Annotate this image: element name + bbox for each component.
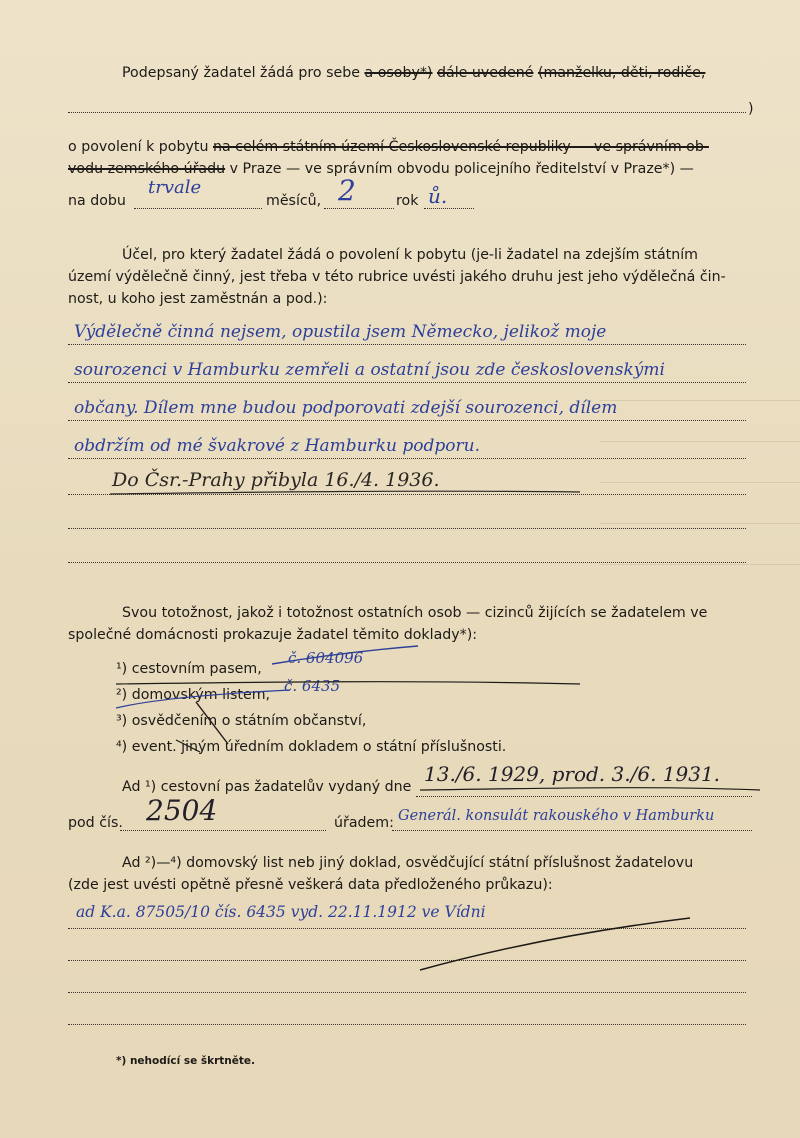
- family-blank-line: [68, 112, 746, 113]
- passport-date-handwritten: 13./6. 1929, prod. 3./6. 1931.: [424, 762, 721, 786]
- purpose-handwritten-3: občany. Dílem mne budou podporovati zdejší sourozenci, dílem: [74, 398, 618, 418]
- duration-handwritten: trvale: [148, 177, 202, 198]
- passport-office-handwritten: Generál. konsulát rakouského v Hamburku: [398, 808, 715, 824]
- identity-question-1: Svou totožnost, jakož i totožnost ostatních osob — cizinců žijících se žadatelem ve: [122, 605, 708, 621]
- homelist-line-2: [68, 960, 746, 961]
- arrival-note-handwritten: Do Čsr.-Prahy přibyla 16./4. 1936.: [112, 469, 440, 491]
- duration-blank: [134, 208, 262, 209]
- months-label: měsíců,: [266, 193, 322, 209]
- intro-close-paren: ): [748, 101, 754, 117]
- permit-prague-text: v Praze — ve správním obvodu policejního ředitelství v Praze*) —: [229, 161, 694, 177]
- homelist-handwritten: ad K.a. 87505/10 čís. 6435 vyd. 22.11.1912 ve Vídni: [76, 903, 486, 921]
- purpose-handwritten-2: sourozenci v Hamburku zemřeli a ostatní jsou zde československými: [74, 360, 665, 380]
- passport-issued-label: Ad ¹) cestovní pas žadatelův vydaný dne: [122, 779, 412, 795]
- passport-number-handwritten: 2504: [146, 794, 218, 827]
- doc-passport-handwritten: č. 604096: [288, 649, 364, 667]
- purpose-line-3: [68, 420, 746, 421]
- passport-date-blank: [416, 796, 752, 797]
- footnote: *) nehodící se škrtněte.: [116, 1055, 256, 1067]
- year-suffix-blank: [424, 208, 474, 209]
- intro-struck-family: (manželku, děti, rodiče,: [537, 65, 706, 81]
- homelist-line-3: [68, 992, 746, 993]
- passport-number-label: pod čís.: [68, 815, 123, 831]
- year-label: rok: [396, 193, 419, 209]
- purpose-question-2: území výdělečně činný, jest třeba v této rubrice uvésti jakého druhu jest jeho výdělečná čin-: [68, 269, 726, 285]
- intro-struck-listed: dále uvedené: [437, 65, 534, 81]
- identity-question-2: společné domácnosti prokazuje žadatel těmito doklady*):: [68, 627, 478, 643]
- homelist-line-4: [68, 1024, 746, 1025]
- doc-homelist: ²) domovským listem,: [116, 687, 271, 703]
- passport-number-blank: [120, 830, 326, 831]
- intro-struck-persons: a osoby*): [364, 65, 433, 81]
- purpose-line-6: [68, 528, 746, 529]
- purpose-question-3: nost, u koho jest zaměstnán a pod.):: [68, 291, 328, 307]
- duration-label: na dobu: [68, 193, 126, 209]
- doc-citizenship: ³) osvědčením o státním občanství,: [116, 713, 367, 729]
- doc-passport: ¹) cestovním pasem,: [116, 661, 262, 677]
- passport-office-label: úřadem:: [334, 815, 394, 831]
- purpose-line-5: [68, 494, 746, 495]
- permit-text: o povolení k pobytu: [68, 139, 209, 155]
- purpose-question-1: Účel, pro který žadatel žádá o povolení k pobytu (je-li žadatel na zdejším státním: [122, 247, 698, 263]
- homelist-line-1: [68, 928, 746, 929]
- years-blank: [324, 208, 394, 209]
- homelist-question-2: (zde jest uvésti opětně přesně veškerá data předloženého průkazu):: [68, 877, 553, 893]
- permit-struck-land-office: vodu zemského úřadu: [68, 161, 226, 177]
- passport-office-blank: [392, 830, 752, 831]
- intro-text: Podepsaný žadatel žádá pro sebe: [122, 65, 360, 81]
- purpose-line-4: [68, 458, 746, 459]
- doc-other: ⁴) event. jiným úředním dokladem o státní příslušnosti.: [116, 739, 507, 755]
- purpose-handwritten-4: obdržím od mé švakrové z Hamburku podporu.: [74, 436, 480, 456]
- purpose-handwritten-1: Výdělečně činná nejsem, opustila jsem Německo, jelikož moje: [74, 322, 607, 342]
- purpose-line-1: [68, 344, 746, 345]
- purpose-line-2: [68, 382, 746, 383]
- year-suffix-handwritten: ů.: [428, 184, 448, 208]
- homelist-question-1: Ad ²)—⁴) domovský list neb jiný doklad, osvědčující státní příslušnost žadatelovu: [122, 855, 694, 871]
- doc-homelist-handwritten: č. 6435: [284, 677, 341, 695]
- purpose-line-7: [68, 562, 746, 563]
- permit-struck-territory: na celém státním území Československé republiky — ve správním ob-: [212, 139, 709, 155]
- years-handwritten: 2: [338, 174, 356, 207]
